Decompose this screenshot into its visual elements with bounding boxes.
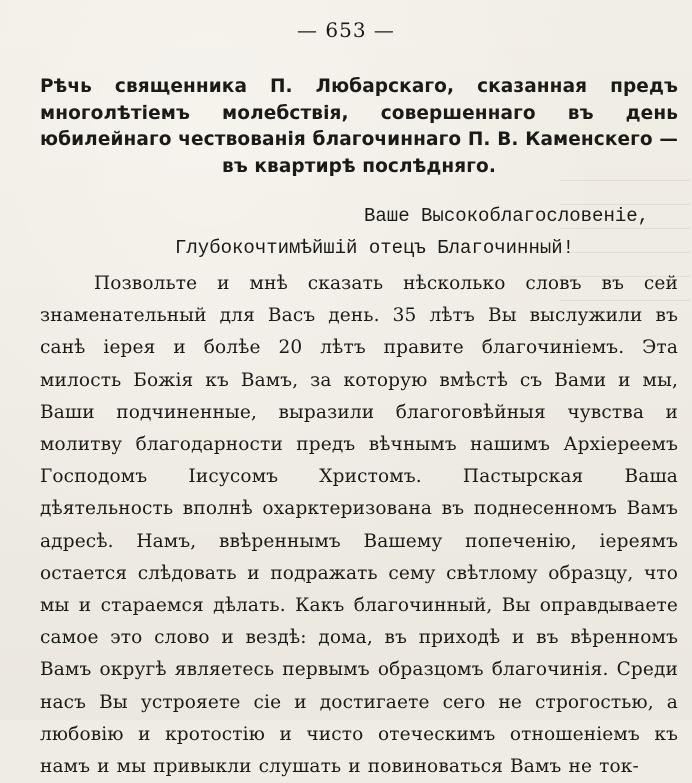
speech-title: Рѣчь священника П. Любарскаго, сказанная предъ многолѣтіемъ молебствія, совершеннаго въ день юбилейнаго чествованія благочиннаго П. В. Каменскего — въ квартирѣ послѣдняго. [40,76,678,177]
salutation-line-2: Глубокочтимѣйшій отецъ Благочинный! [175,237,575,259]
speech-body: Позвольте и мнѣ сказать нѣсколько словъ въ сей знаменательный для Васъ день. 35 лѣтъ Вы выслужили въ санѣ іерея и болѣе 20 лѣтъ правите благочиніемъ. Эта милость Божія къ Вамъ, за которую вмѣстѣ съ Вами и мы, Ваши подчиненные, выразили благоговѣйныя чувства и молитву благодарности предъ вѣчнымъ нашимъ Архіереемъ Господомъ Іисусомъ Христомъ. Пастырская Ваша дѣятельность вполнѣ охарктеризована въ поднесенномъ Вамъ адресѣ. Намъ, ввѣреннымъ Вашему попеченію, іереямъ остается слѣдовать и подражать сему свѣтлому образцу, что мы и стараемся дѣлать. Какъ благочинный, Вы оправдываете самое это слово и вездѣ: дома, въ приходѣ и въ вѣренномъ Вамъ округѣ являетесь первымъ образцомъ благочинія. Среди насъ Вы устрояете сіе и достигаете сего не строгостью, а любовію и кротостію и чисто отеческимъ отношеніемъ къ намъ и мы привыкли слушать и повиноваться Вамъ не ток- [40,273,678,778]
page-number: — 653 — [297,18,395,42]
salutation-line-1: Ваше Высокоблагословеніе, [364,205,650,227]
